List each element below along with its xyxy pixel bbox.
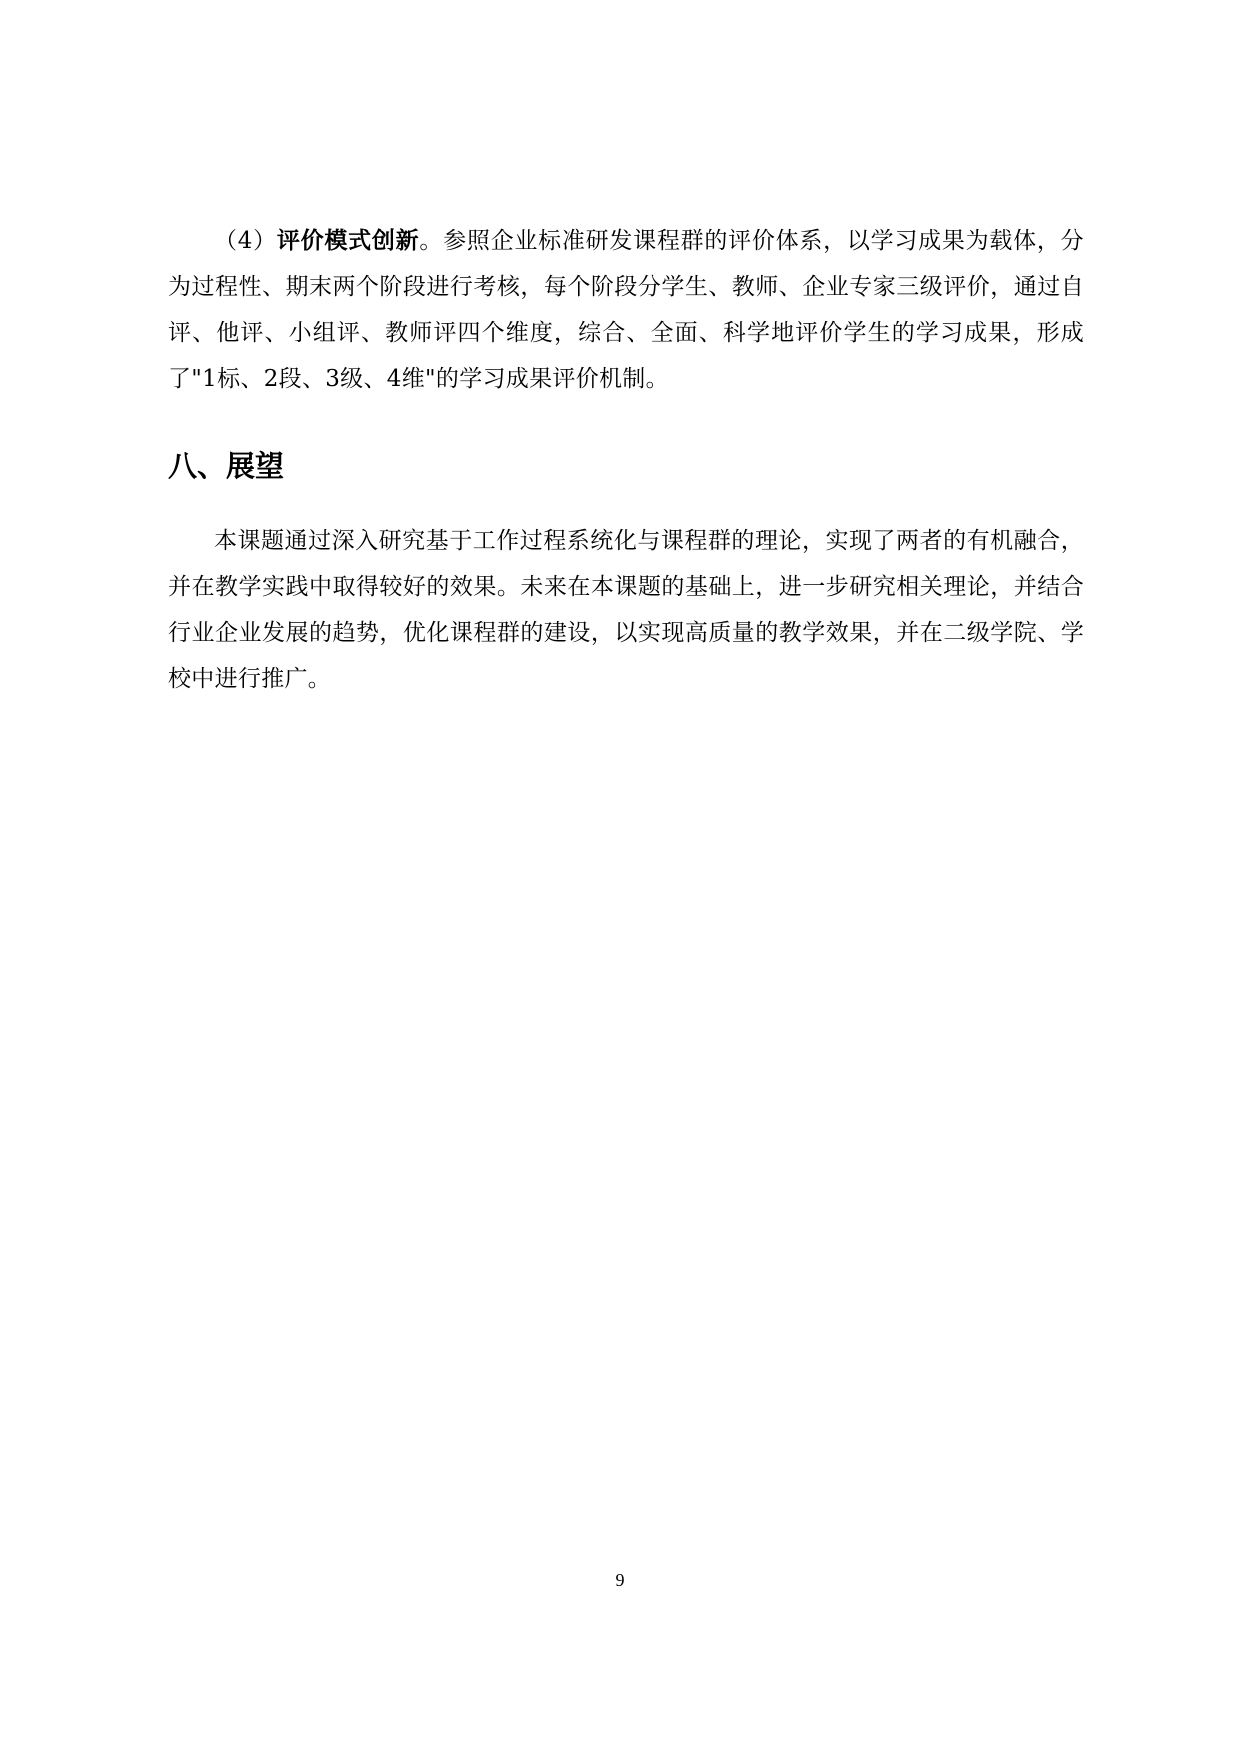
page-number: 9: [615, 1570, 625, 1590]
bold-term: 评价模式创新: [276, 228, 420, 254]
list-number: （4）: [214, 228, 277, 254]
paragraph-body: 。参照企业标准研发课程群的评价体系，以学习成果为载体，分为过程性、期末两个阶段进行考核，每个阶段分学生、教师、企业专家三级评价，通过自评、他评、小组评、教师评四个维度，综合、全面、科学地评价学生的学习成果，形成了"1标、2段、3级、4维"的学习成果评价机制。: [168, 228, 1084, 392]
paragraph-outlook: 本课题通过深入研究基于工作过程系统化与课程群的理论，实现了两者的有机融合，并在教学实践中取得较好的效果。未来在本课题的基础上，进一步研究相关理论，并结合行业企业发展的趋势，优化课程群的建设，以实现高质量的教学效果，并在二级学院、学校中进行推广。: [168, 528, 1084, 692]
section-heading-outlook: 八、展望: [168, 449, 285, 483]
paragraph-evaluation-innovation: [168, 218, 1084, 402]
